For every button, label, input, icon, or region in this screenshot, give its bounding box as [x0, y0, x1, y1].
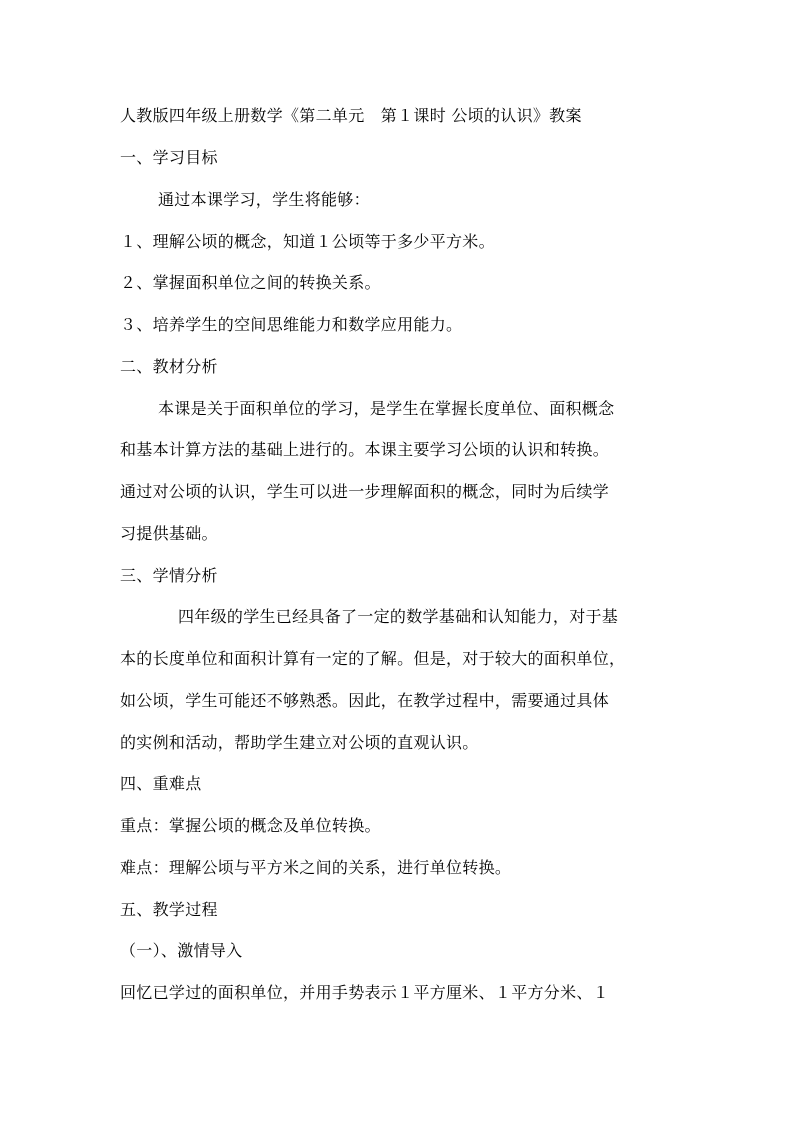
learning-goal-item: １、理解公顷的概念，知道１公顷等于多少平方米。 — [120, 232, 495, 251]
paragraph-line: 通过对公顷的认识，学生可以进一步理解面积的概念，同时为后续学 — [120, 482, 610, 501]
subsection-heading: （一）、激情导入 — [120, 941, 243, 960]
learning-goals-intro: 通过本课学习，学生将能够： — [158, 190, 370, 209]
document-title: 人教版四年级上册数学《第二单元 第１课时 公顷的认识》教案 — [120, 106, 582, 125]
learning-goal-item: ２、掌握面积单位之间的转换关系。 — [120, 273, 381, 292]
section-heading-teaching-process: 五、教学过程 — [120, 900, 218, 919]
paragraph-line: 本课是关于面积单位的学习，是学生在掌握长度单位、面积概念 — [158, 399, 615, 418]
paragraph-line: 回忆已学过的面积单位，并用手势表示１平方厘米、１平方分米、１ — [120, 983, 610, 1002]
paragraph-line: 本的长度单位和面积计算有一定的了解。但是，对于较大的面积单位， — [120, 649, 626, 668]
key-point-text: 重点：掌握公顷的概念及单位转换。 — [120, 816, 381, 835]
paragraph-line: 的实例和活动，帮助学生建立对公顷的直观认识。 — [120, 733, 479, 752]
paragraph-line: 如公顷，学生可能还不够熟悉。因此，在教学过程中，需要通过具体 — [120, 691, 610, 710]
section-heading-material-analysis: 二、教材分析 — [120, 357, 218, 376]
section-heading-key-points: 四、重难点 — [120, 774, 202, 793]
paragraph-line: 和基本计算方法的基础上进行的。本课主要学习公顷的认识和转换。 — [120, 440, 610, 459]
paragraph-line: 四年级的学生已经具备了一定的数学基础和认知能力，对于基 — [178, 607, 619, 626]
section-heading-student-analysis: 三、学情分析 — [120, 566, 218, 585]
section-heading-learning-goals: 一、学习目标 — [120, 148, 218, 167]
learning-goal-item: ３、培养学生的空间思维能力和数学应用能力。 — [120, 315, 463, 334]
difficulty-text: 难点：理解公顷与平方米之间的关系，进行单位转换。 — [120, 858, 512, 877]
paragraph-line: 习提供基础。 — [120, 524, 218, 543]
